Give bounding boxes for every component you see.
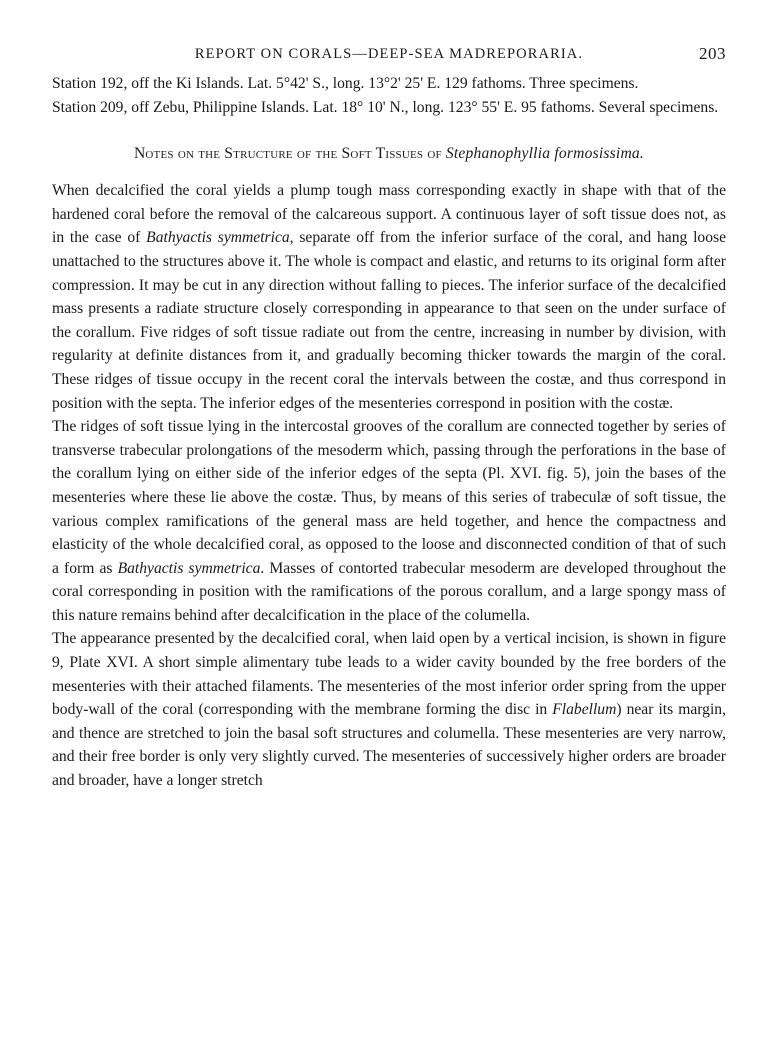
paragraph-1 xyxy=(52,179,726,415)
section-heading xyxy=(52,145,726,163)
paragraph-3-part-1: The appearance presented by the decalcified coral, when laid open by a vertical incision, is shown in figure 9, Plate XVI. A short simple alimentary tube leads to a wider cavity bounded by the free borders of the mesenteries with their attached filaments. The mesenteries of the most inferior order spring from the upper body-wall of the coral (corresponding with the membrane forming the disc in xyxy=(52,630,726,719)
station-192-entry xyxy=(52,72,726,96)
station-209-count: fathoms. Several specimens. xyxy=(540,98,719,116)
paragraph-1-part-2: , separate off from the inferior surface of the coral, and hang loose unattached to the structures above it. The whole is compact and elastic, and returns to its original form after compression. It may be cut in any direction without falling to pieces. The inferior surface of the decalcified mass presents a radiate structure closely corresponding in appearance to that seen on the under surface of the corallum. Five ridges of soft tissue radiate out from the centre, increasing in number by division, with regularity at definite distances from it, and gradually becoming thicker towards the margin of the coral. These ridges of tissue occupy in the recent coral the intervals between the costæ, and thus correspond in position with the septa. The inferior edges of the mesenteries correspond in position with the costæ. xyxy=(52,229,726,412)
running-title: REPORT ON CORALS—DEEP-SEA MADREPORARIA. xyxy=(194,46,584,62)
running-header xyxy=(52,46,726,72)
paragraph-3-part-2: ) near its margin, and thence are stretched to join the basal soft structures and columella. These mesenteries are very narrow, and their free border is only very slightly curved. The mesenteries of successively higher orders are broader and broader, have a longer stretch xyxy=(52,701,726,790)
page xyxy=(52,46,726,793)
paragraph-3-genus: Flabellum xyxy=(552,701,617,719)
section-heading-species: Stephanophyllia formosissima. xyxy=(445,145,645,163)
station-192-text: Station 192, off the Ki Islands. Lat. 5°42' S., long. 13°2' 25' E. 129 fathoms. xyxy=(52,75,526,92)
paragraph-2 xyxy=(52,415,726,627)
station-192-count: Three specimens. xyxy=(529,75,639,92)
paragraph-1-part-1: When decalcified the coral yields a plump tough mass corresponding exactly in shape with that of the hardened coral before the removal of the calcareous support. A continuous layer of soft tissue does not, as in the case of xyxy=(52,182,726,247)
station-209-text: Station 209, off Zebu, Philippine Islands. Lat. 18° 10' N., long. 123° 55' E. 95 xyxy=(52,98,537,116)
paragraph-2-species: Bathyactis symmetrica xyxy=(117,559,261,577)
paragraph-2-part-2: . Masses of contorted trabecular mesoderm are developed throughout the coral corresponding in position with the ramifications of the porous corallum, and a large spongy mass of this nature remains behind after decalcification in the place of the columella. xyxy=(52,559,727,624)
paragraph-1-species: Bathyactis symmetrica xyxy=(146,229,290,247)
page-number: 203 xyxy=(699,44,726,63)
paragraph-3 xyxy=(52,627,726,792)
paragraph-2-part-1: The ridges of soft tissue lying in the intercostal grooves of the corallum are connected together by series of transverse trabecular prolongations of the mesoderm which, passing through the perforations in the base of the corallum lying on either side of the inferior edges of the septa (Pl. XVI. fig. 5), join the bases of the mesenteries where these lie above the costæ. Thus, by means of this series of trabeculæ of soft tissue, the various complex ramifications of the general mass are held together, and hence the compactness and elasticity of the whole decalcified coral, as opposed to the loose and disconnected condition of that of such a form as xyxy=(52,418,726,577)
section-heading-prefix: Notes on the Structure of the Soft Tissues of xyxy=(133,145,446,163)
station-209-entry xyxy=(52,96,726,120)
